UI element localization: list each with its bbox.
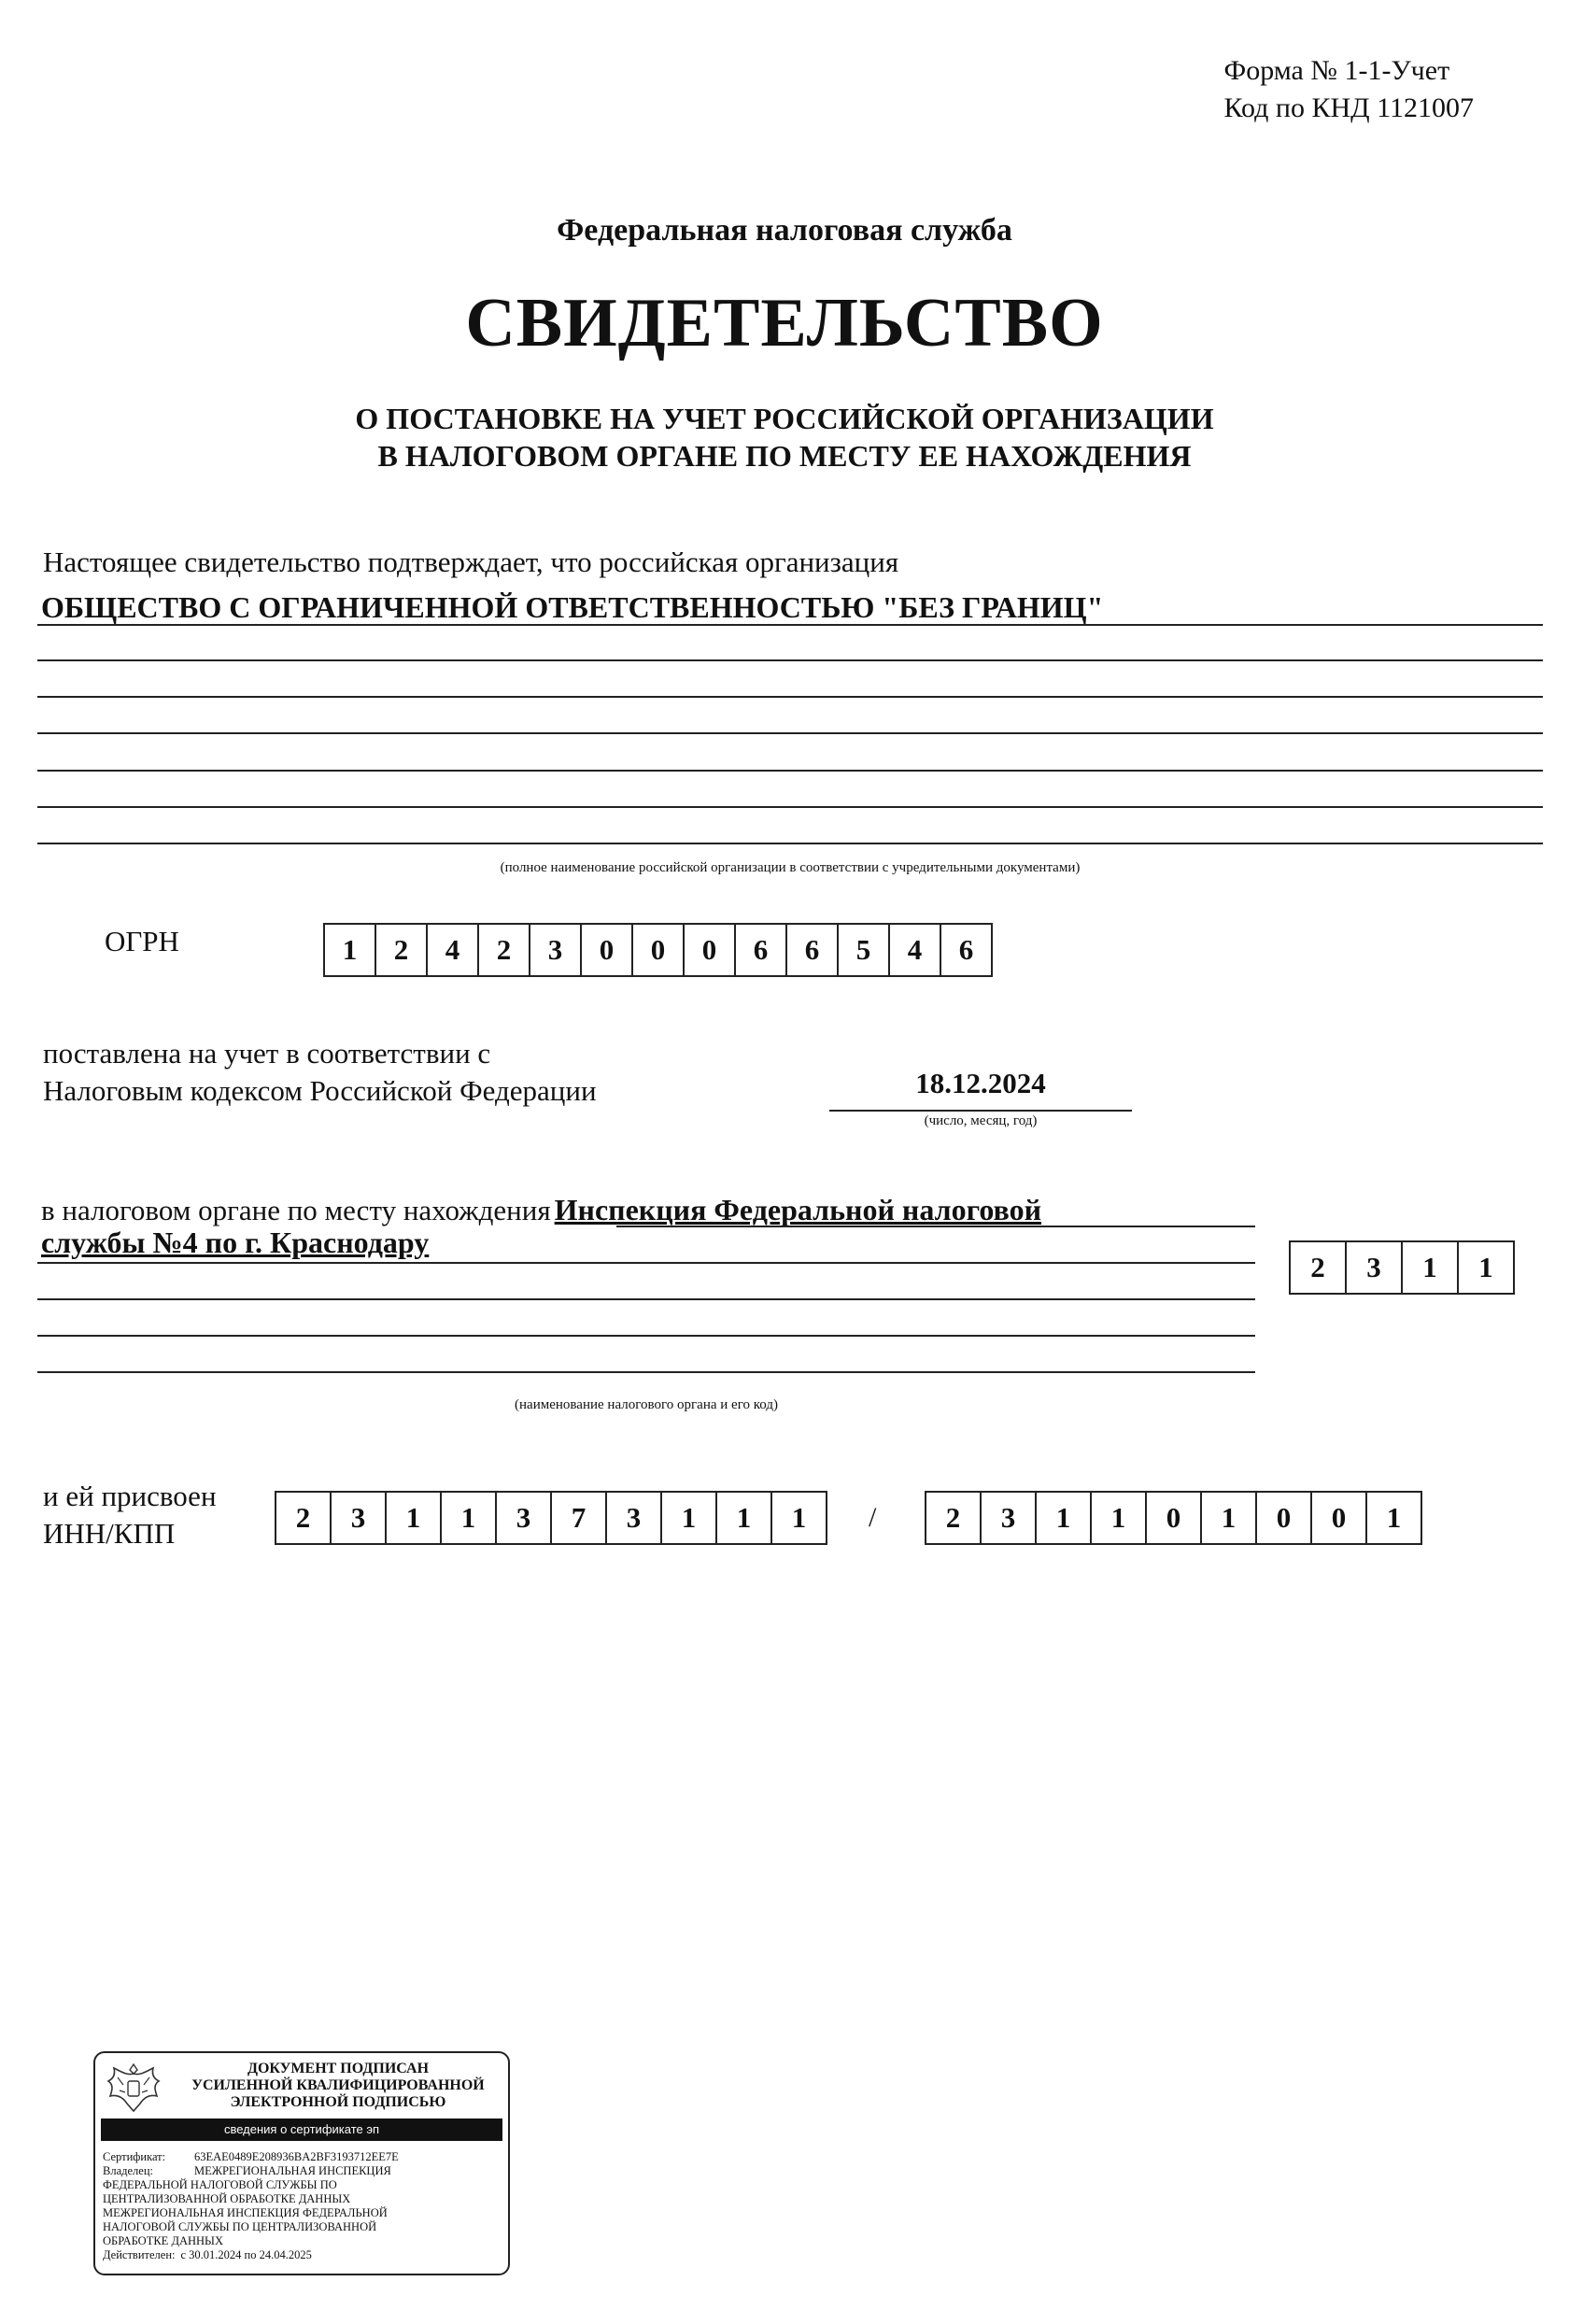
tax-code-digit: 1 — [1401, 1240, 1459, 1295]
owner-label: Владелец: — [103, 2164, 153, 2177]
valid-value: с 30.01.2024 по 24.04.2025 — [180, 2248, 312, 2261]
tax-office-name-line-1: Инспекция Федеральной налоговой — [554, 1193, 1042, 1226]
owner-line-4: МЕЖРЕГИОНАЛЬНАЯ ИНСПЕКЦИЯ ФЕДЕРАЛЬНОЙ — [103, 2206, 388, 2219]
ogrn-cells — [323, 923, 993, 977]
kpp-digit: 0 — [1255, 1491, 1312, 1545]
form-number: Форма № 1-1-Учет — [1223, 55, 1450, 86]
signature-stamp — [93, 2051, 510, 2275]
registration-date: 18.12.2024 — [915, 1067, 1046, 1099]
kpp-digit: 1 — [1200, 1491, 1257, 1545]
registration-line-2: Налоговым кодексом Российской Федерации — [43, 1074, 597, 1107]
registration-text — [43, 1035, 597, 1110]
organization-name: ОБЩЕСТВО С ОГРАНИЧЕННОЙ ОТВЕТСТВЕННОСТЬЮ "БЕЗ ГРАНИЦ" — [41, 590, 1104, 624]
kpp-digit: 1 — [1090, 1491, 1147, 1545]
inn-digit: 1 — [660, 1491, 717, 1545]
russian-coat-of-arms-icon — [101, 2059, 166, 2117]
tax-office-caption: (наименование налогового органа и его код) — [515, 1397, 778, 1412]
inn-digit: 1 — [385, 1491, 442, 1545]
ogrn-digit: 4 — [888, 923, 941, 977]
inn-digit: 3 — [330, 1491, 387, 1545]
tax-code-digit: 1 — [1457, 1240, 1515, 1295]
date-line — [829, 1110, 1132, 1112]
owner-line-6: ОБРАБОТКЕ ДАННЫХ — [103, 2234, 223, 2247]
organization-caption: (полное наименование российской организации в соответствии с учредительными документами) — [500, 860, 1081, 875]
inn-kpp-label — [43, 1478, 217, 1552]
ogrn-digit: 6 — [785, 923, 839, 977]
intro-text: Настоящее свидетельство подтверждает, что российская организация — [43, 546, 899, 578]
inn-kpp-label-line-2: ИНН/КПП — [43, 1517, 176, 1550]
kpp-digit: 0 — [1310, 1491, 1367, 1545]
tax-line-2 — [37, 1262, 1255, 1264]
subtitle-line-1: О ПОСТАНОВКЕ НА УЧЕТ РОССИЙСКОЙ ОРГАНИЗАЦИИ — [355, 402, 1214, 435]
kpp-digit: 3 — [980, 1491, 1037, 1545]
agency-name: Федеральная налоговая служба — [557, 213, 1012, 248]
inn-digit: 7 — [550, 1491, 607, 1545]
tax-line-1 — [616, 1226, 1255, 1227]
org-line-6 — [37, 806, 1543, 808]
ogrn-digit: 6 — [940, 923, 993, 977]
owner-line-5: НАЛОГОВОЙ СЛУЖБЫ ПО ЦЕНТРАЛИЗОВАННОЙ — [103, 2220, 377, 2233]
tax-office-code-cells — [1289, 1240, 1515, 1295]
form-meta — [1224, 52, 1475, 127]
ogrn-label: ОГРН — [105, 925, 179, 957]
ogrn-digit: 0 — [580, 923, 633, 977]
stamp-heading-line-2: УСИЛЕННОЙ КВАЛИФИЦИРОВАННОЙ — [191, 2077, 485, 2093]
owner-line-2: ФЕДЕРАЛЬНОЙ НАЛОГОВОЙ СЛУЖБЫ ПО — [103, 2178, 337, 2191]
tax-office-prefix: в налоговом органе по месту нахождения — [41, 1194, 551, 1226]
org-line-4 — [37, 732, 1543, 734]
tax-line-4 — [37, 1335, 1255, 1337]
kpp-digit: 1 — [1365, 1491, 1422, 1545]
kpp-digit: 0 — [1145, 1491, 1202, 1545]
inn-digit: 2 — [275, 1491, 332, 1545]
stamp-certificate-bar: сведения о сертификате эп — [101, 2119, 502, 2141]
stamp-heading — [174, 2061, 502, 2111]
certificate-value: 63EAE0489E208936BA2BF3193712EE7E — [194, 2150, 399, 2163]
org-line-3 — [37, 696, 1543, 698]
kpp-digit: 2 — [925, 1491, 982, 1545]
knd-code: Код по КНД 1121007 — [1223, 92, 1474, 123]
tax-line-5 — [37, 1371, 1255, 1373]
org-line-5 — [37, 770, 1543, 772]
ogrn-digit: 0 — [631, 923, 685, 977]
ogrn-digit: 1 — [323, 923, 376, 977]
tax-line-3 — [37, 1298, 1255, 1300]
kpp-digit: 1 — [1035, 1491, 1092, 1545]
org-line-7 — [37, 843, 1543, 844]
ogrn-digit: 2 — [477, 923, 530, 977]
date-caption: (число, месяц, год) — [924, 1113, 1038, 1128]
certificate-label: Сертификат: — [103, 2150, 166, 2163]
org-line-1 — [37, 624, 1543, 626]
inn-digit: 3 — [605, 1491, 662, 1545]
inn-kpp-label-line-1: и ей присвоен — [43, 1480, 217, 1512]
stamp-details — [103, 2150, 502, 2262]
owner-line-1: МЕЖРЕГИОНАЛЬНАЯ ИНСПЕКЦИЯ — [194, 2164, 391, 2177]
kpp-cells — [925, 1491, 1422, 1545]
valid-label: Действителен: — [103, 2248, 176, 2261]
inn-digit: 1 — [440, 1491, 497, 1545]
inn-cells — [275, 1491, 827, 1545]
ogrn-digit: 5 — [837, 923, 890, 977]
tax-office-name-line-2: службы №4 по г. Краснодару — [41, 1226, 430, 1259]
ogrn-digit: 6 — [734, 923, 787, 977]
document-subtitle — [0, 400, 1569, 475]
stamp-heading-line-1: ДОКУМЕНТ ПОДПИСАН — [247, 2061, 430, 2076]
ogrn-digit: 2 — [375, 923, 428, 977]
org-line-2 — [37, 659, 1543, 661]
subtitle-line-2: В НАЛОГОВОМ ОРГАНЕ ПО МЕСТУ ЕЕ НАХОЖДЕНИЯ — [377, 439, 1192, 473]
ogrn-digit: 3 — [529, 923, 582, 977]
inn-digit: 1 — [770, 1491, 827, 1545]
document-title: СВИДЕТЕЛЬСТВО — [465, 285, 1104, 361]
registration-line-1: поставлена на учет в соответствии с — [43, 1037, 491, 1070]
stamp-heading-line-3: ЭЛЕКТРОННОЙ ПОДПИСЬЮ — [230, 2094, 446, 2110]
tax-code-digit: 2 — [1289, 1240, 1347, 1295]
inn-digit: 3 — [495, 1491, 552, 1545]
inn-kpp-separator: / — [869, 1502, 877, 1533]
ogrn-digit: 0 — [683, 923, 736, 977]
owner-line-3: ЦЕНТРАЛИЗОВАННОЙ ОБРАБОТКЕ ДАННЫХ — [103, 2192, 351, 2205]
ogrn-digit: 4 — [426, 923, 479, 977]
tax-code-digit: 3 — [1345, 1240, 1403, 1295]
inn-digit: 1 — [715, 1491, 772, 1545]
